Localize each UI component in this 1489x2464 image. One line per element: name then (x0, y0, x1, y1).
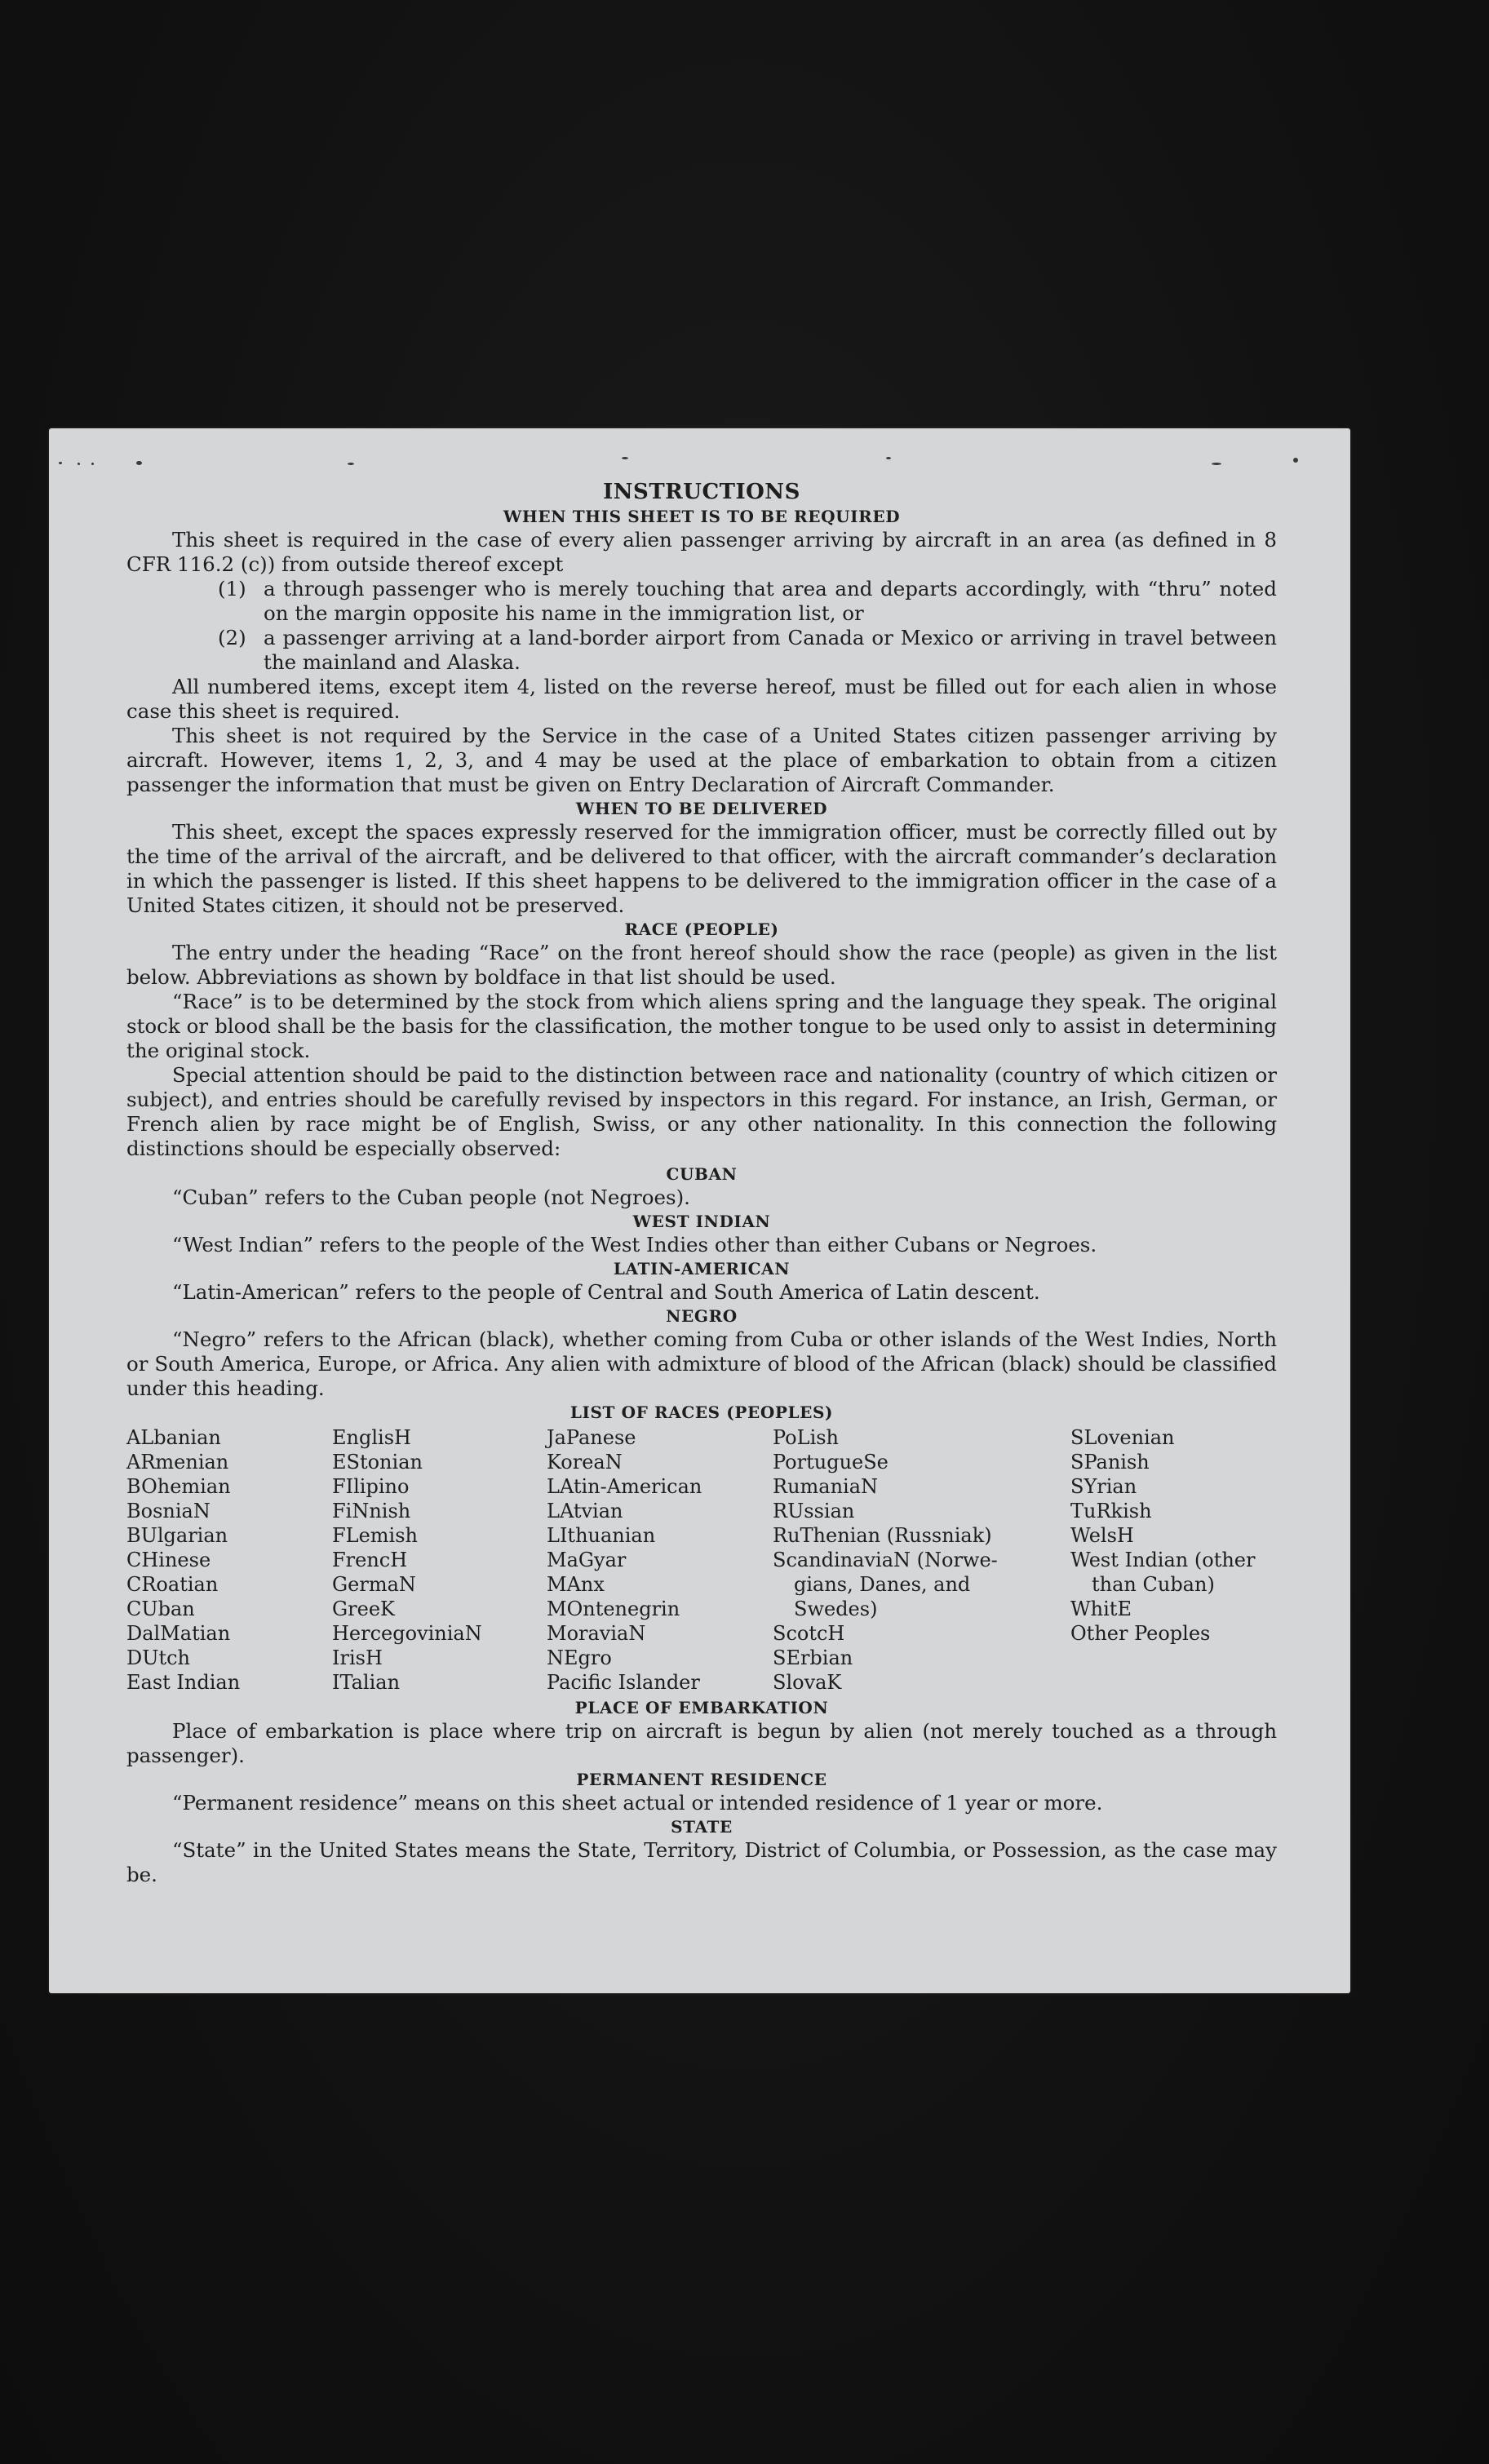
race-entry: LAtin-American (547, 1475, 702, 1498)
race-entry: MOntenegrin (547, 1598, 680, 1620)
race-entry: ARmenian (126, 1451, 229, 1474)
race-entry: Pacific Islander (547, 1671, 700, 1694)
race-entry: RUssian (773, 1500, 855, 1522)
heading-race: RACE (PEOPLE) (624, 920, 779, 939)
races-column-1 (126, 1425, 332, 1695)
item-number: (1) (218, 577, 246, 600)
race-entry: MaGyar (547, 1549, 627, 1571)
race-entry: RumaniaN (773, 1475, 879, 1498)
race-entry: GreeK (332, 1598, 395, 1620)
exception-item-1 (218, 577, 1277, 626)
races-column-5 (1070, 1425, 1277, 1695)
race-entry: SYrian (1070, 1475, 1137, 1498)
scan-speck (91, 463, 94, 465)
race-entry: ALbanian (126, 1426, 221, 1449)
race-entry: NEgro (547, 1646, 612, 1669)
races-table (126, 1425, 1277, 1695)
paragraph-state: “State” in the United States means the State, Territory, District of Columbia, or Possession, as the case may be. (126, 1838, 1277, 1886)
heading-embarkation: PLACE OF EMBARKATION (574, 1698, 829, 1717)
paragraph-race-2: “Race” is to be determined by the stock from which aliens spring and the language they speak. The original stock or blood shall be the basis for the classification, the mother tongue to be used only to assist in determining the original stock. (126, 990, 1277, 1062)
exception-item-2 (218, 626, 1277, 675)
paragraph-embarkation: Place of embarkation is place where trip on aircraft is begun by alien (not merely touched as a through passenger). (126, 1719, 1277, 1767)
race-entry: LAtvian (547, 1500, 623, 1522)
scan-speck (136, 461, 142, 465)
heading-latin-american: LATIN-AMERICAN (613, 1259, 791, 1279)
item-text: a passenger arriving at a land-border airport from Canada or Mexico or arriving in travel between the mainland and Alaska. (264, 626, 1277, 674)
race-entry: TuRkish (1070, 1500, 1152, 1522)
race-entry: MAnx (547, 1573, 605, 1596)
heading-state: STATE (671, 1817, 733, 1837)
race-entry: SErbian (773, 1646, 853, 1669)
item-text: a through passenger who is merely touching that area and departs accordingly, with “thru” noted on the margin opposite his name in the immigration list, or (264, 577, 1277, 625)
race-entry: EStonian (332, 1451, 423, 1474)
race-entry-continued: Swedes) (794, 1598, 878, 1620)
race-entry: BosniaN (126, 1500, 210, 1522)
race-entry: SlovaK (773, 1671, 842, 1694)
race-entry: JaPanese (547, 1426, 636, 1449)
item-number: (2) (218, 626, 246, 649)
paragraph-citizen: This sheet is not required by the Service in the case of a United States citizen passenger arriving by aircraft. However, items 1, 2, 3, and 4 may be used at the place of embarkation to obtain from a citizen passenger the information that must be given on Entry Declaration of Aircraft Commander. (126, 724, 1277, 796)
heading-west-indian: WEST INDIAN (632, 1212, 771, 1231)
paragraph-delivered: This sheet, except the spaces expressly reserved for the immigration officer, must be correctly filled out by the time of the arrival of the aircraft, and be delivered to that officer, with the aircraft commander’s declaration in which the passenger is listed. If this sheet happens to be delivered to the immigration officer in the case of a United States citizen, it should not be preserved. (126, 820, 1277, 917)
heading-when-delivered: WHEN TO BE DELIVERED (575, 799, 828, 818)
race-entry: HercegoviniaN (332, 1622, 482, 1645)
race-entry: LIthuanian (547, 1524, 656, 1547)
races-column-2 (332, 1425, 547, 1695)
paragraph-intro: This sheet is required in the case of every alien passenger arriving by aircraft in an area (as defined in 8 CFR 116.2 (c)) from outside thereof except (126, 528, 1277, 576)
instructions-body (126, 479, 1277, 1887)
race-entry: ScotcH (773, 1622, 845, 1645)
race-entry: IrisH (332, 1646, 383, 1669)
race-entry: FrencH (332, 1549, 408, 1571)
scan-speck (348, 463, 354, 465)
race-entry: MoraviaN (547, 1622, 646, 1645)
heading-when-required: WHEN THIS SHEET IS TO BE REQUIRED (503, 507, 901, 526)
race-entry: DalMatian (126, 1622, 231, 1645)
race-entry: CRoatian (126, 1573, 219, 1596)
race-entry: KoreaN (547, 1451, 623, 1474)
instruction-sheet (49, 428, 1350, 1993)
race-entry: FLemish (332, 1524, 418, 1547)
paragraph-latin-american: “Latin-American” refers to the people of Central and South America of Latin descent. (172, 1280, 1040, 1304)
scan-speck (78, 463, 80, 465)
race-entry: Other Peoples (1070, 1622, 1211, 1645)
scan-speck (622, 457, 628, 459)
race-entry: ITalian (332, 1671, 401, 1694)
paragraph-negro: “Negro” refers to the African (black), whether coming from Cuba or other islands of the West Indies, North or South America, Europe, or Africa. Any alien with admixture of blood of the African (black) should be classified under this heading. (126, 1327, 1277, 1400)
scan-speck (1212, 463, 1221, 465)
paragraph-race-3: Special attention should be paid to the distinction between race and nationality (country of which citizen or subject), and entries should be carefully revised by inspectors in this regard. For instance, an Irish, German, or French alien by race might be of English, Swiss, or any other nationality. In this connection the following distinctions should be especially observed: (126, 1063, 1277, 1160)
race-entry: FiNnish (332, 1500, 411, 1522)
race-entry: BUlgarian (126, 1524, 228, 1547)
paragraph-cuban: “Cuban” refers to the Cuban people (not Negroes). (172, 1185, 690, 1209)
page-title: INSTRUCTIONS (603, 480, 800, 504)
race-entry: SPanish (1070, 1451, 1150, 1474)
race-entry-continued: than Cuban) (1092, 1573, 1215, 1596)
race-entry: GermaN (332, 1573, 416, 1596)
race-entry: WelsH (1070, 1524, 1134, 1547)
heading-negro: NEGRO (666, 1306, 738, 1326)
race-entry: West Indian (other (1070, 1549, 1256, 1571)
paragraph-race-1: The entry under the heading “Race” on the front hereof should show the race (people) as given in the list below. Abbreviations as shown by boldface in that list should be used. (126, 941, 1277, 989)
race-entry: SLovenian (1070, 1426, 1175, 1449)
race-entry: DUtch (126, 1646, 191, 1669)
race-entry: East Indian (126, 1671, 241, 1694)
race-entry: PortugueSe (773, 1451, 889, 1474)
heading-races-list: LIST OF RACES (PEOPLES) (569, 1403, 834, 1422)
race-entry: PoLish (773, 1426, 840, 1449)
scan-speck (1293, 458, 1298, 463)
race-entry: BOhemian (126, 1475, 231, 1498)
paragraph-numbered-items: All numbered items, except item 4, listed on the reverse hereof, must be filled out for each alien in whose case this sheet is required. (126, 675, 1277, 723)
race-entry: ScandinaviaN (Norwe- (773, 1549, 998, 1571)
paragraph-west-indian: “West Indian” refers to the people of the West Indies other than either Cubans or Negroes. (172, 1233, 1097, 1256)
race-entry: CHinese (126, 1549, 211, 1571)
heading-permanent-residence: PERMANENT RESIDENCE (576, 1770, 827, 1789)
scan-speck (59, 462, 62, 464)
race-entry: RuThenian (Russniak) (773, 1524, 992, 1547)
races-column-4 (773, 1425, 1070, 1695)
race-entry: EnglisH (332, 1426, 411, 1449)
paragraph-permanent-residence: “Permanent residence” means on this sheet actual or intended residence of 1 year or more. (172, 1791, 1103, 1815)
scan-speck (886, 457, 891, 459)
heading-cuban: CUBAN (666, 1164, 738, 1184)
race-entry: FIlipino (332, 1475, 410, 1498)
race-entry-continued: gians, Danes, and (794, 1573, 971, 1596)
race-entry: CUban (126, 1598, 195, 1620)
race-entry: WhitE (1070, 1598, 1132, 1620)
races-column-3 (547, 1425, 773, 1695)
